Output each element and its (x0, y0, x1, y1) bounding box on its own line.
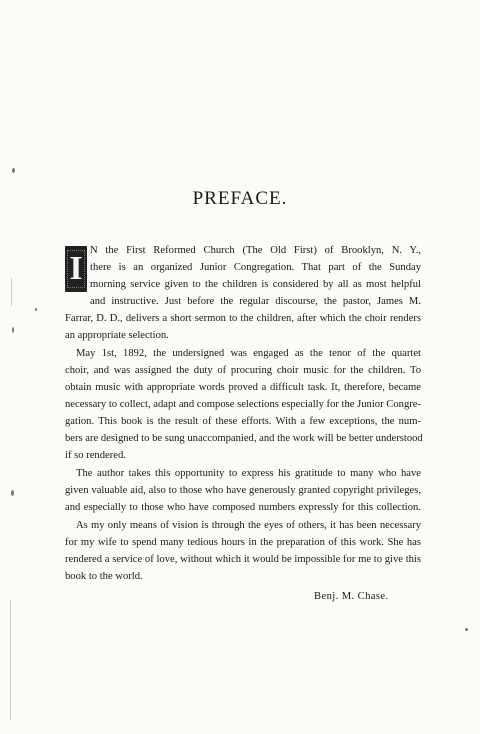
scan-edge (11, 278, 12, 306)
scan-speck (12, 327, 14, 333)
text-line: May 1st, 1892, the undersigned was engaged as the tenor of the quartet (76, 348, 421, 359)
text-line: As my only means of vision is through the eyes of others, it has been necessary (76, 520, 421, 531)
signature: Benj. M. Chase. (314, 591, 389, 602)
scan-speck (465, 628, 468, 631)
text-line: bers are designed to be sung unaccompanied, and the work will be better understood (65, 433, 423, 444)
text-line: gation. This book is the result of these efforts. With a few exceptions, the num- (65, 416, 421, 427)
text-line: morning service given to the children is considered by all as most helpful (90, 279, 421, 290)
text-line: for my wife to spend many tedious hours in the preparation of this work. She has (65, 537, 421, 548)
text-line: N the First Reformed Church (The Old First) of Brooklyn, N. Y., (90, 245, 421, 256)
text-line: and especially to those who have composed numbers expressly for this collection. (65, 502, 421, 513)
scan-edge (10, 600, 11, 720)
text-line: necessary to collect, adapt and compose selections especially for the Junior Congre- (65, 399, 421, 410)
text-line: given valuable aid, also to those who have generously granted copyright privileges, (65, 485, 421, 496)
text-line: and instructive. Just before the regular discourse, the pastor, James M. (90, 296, 421, 307)
scan-speck (35, 308, 37, 311)
scan-speck (12, 168, 15, 173)
text-line: if so rendered. (65, 450, 126, 461)
page-title: PREFACE. (192, 188, 288, 209)
text-line: The author takes this opportunity to express his gratitude to many who have (76, 468, 421, 479)
text-line: an appropriate selection. (65, 330, 169, 341)
text-line: book to the world. (65, 571, 143, 582)
drop-cap-letter: I (69, 250, 83, 287)
text-line: there is an organized Junior Congregation. That part of the Sunday (90, 262, 421, 273)
text-line: obtain music with appropriate words proved a difficult task. It, therefore, became (65, 382, 421, 393)
scan-speck (11, 490, 14, 496)
text-line: Farrar, D. D., delivers a short sermon to the children, after which the choir renders (65, 313, 421, 324)
text-line: rendered a service of love, without which it would be impossible for me to give this (65, 554, 421, 565)
text-line: choir, and was assigned the duty of procuring choir music for the children. To (65, 365, 421, 376)
